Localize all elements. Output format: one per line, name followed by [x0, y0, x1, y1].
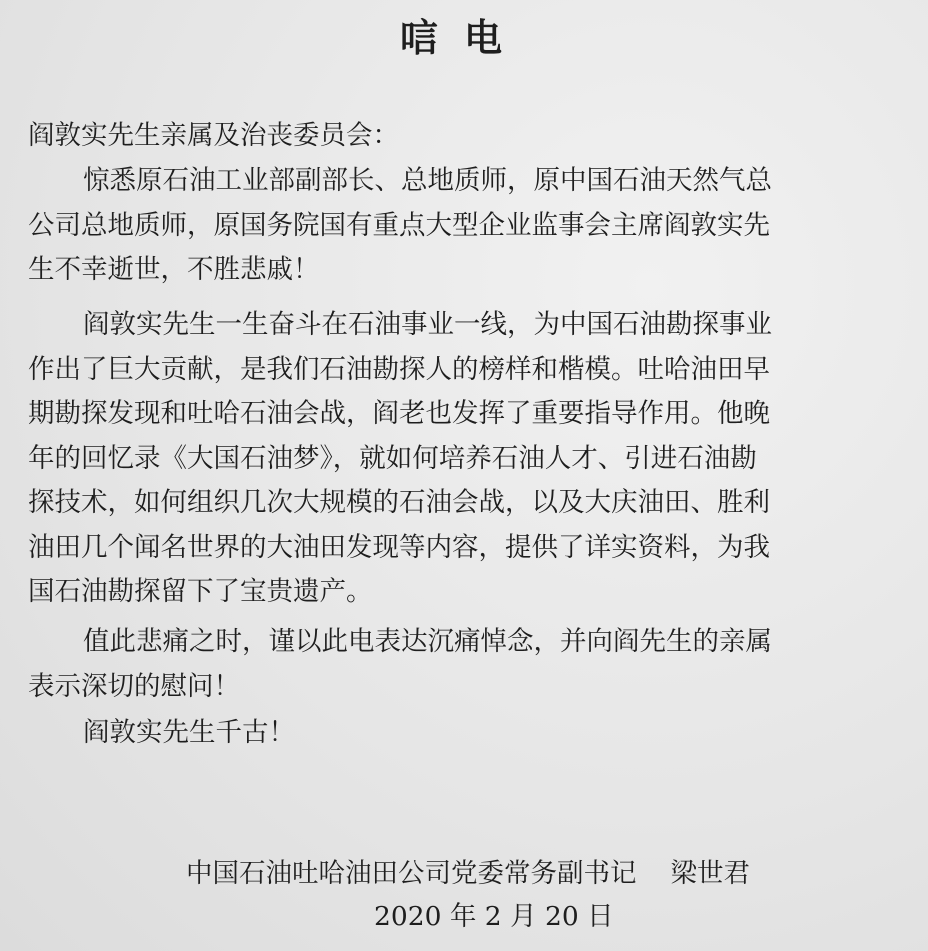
paragraph-3 [28, 620, 908, 709]
paragraph-line: 生不幸逝世，不胜悲戚！ [28, 254, 320, 285]
salutation: 阎敦实先生亲属及治丧委员会： [28, 120, 399, 151]
paragraph-line: 作出了巨大贡献，是我们石油勘探人的榜样和楷模。吐哈油田早 [28, 353, 770, 385]
paragraph-2 [28, 303, 908, 615]
paragraph-line: 值此悲痛之时，谨以此电表达沉痛悼念，并向阎先生的亲属 [83, 626, 772, 657]
signature-organization: 中国石油吐哈油田公司党委常务副书记 [186, 858, 637, 889]
paragraph-line: 表示深切的慰问！ [28, 670, 240, 702]
paragraph-line: 期勘探发现和吐哈石油会战，阎老也发挥了重要指导作用。他晚 [28, 398, 770, 429]
document-title: 唁电 [399, 16, 528, 60]
paragraph-line: 阎敦实先生一生奋斗在石油事业一线，为中国石油勘探事业 [83, 309, 772, 340]
paragraph-1 [28, 159, 908, 293]
paragraph-4 [28, 711, 908, 756]
signature-name: 梁世君 [670, 858, 750, 889]
paragraph-line: 公司总地质师，原国务院国有重点大型企业监事会主席阎敦实先 [28, 209, 770, 241]
paragraph-line: 惊悉原石油工业部副部长、总地质师，原中国石油天然气总 [83, 165, 772, 196]
paragraph-line: 阎敦实先生千古！ [83, 717, 295, 748]
paragraph-line: 探技术，如何组织几次大规模的石油会战，以及大庆油田、胜利 [28, 487, 770, 518]
paragraph-line: 油田几个闻名世界的大油田发现等内容，提供了详实资料，为我 [28, 531, 770, 563]
paragraph-line: 年的回忆录《大国石油梦》，就如何培养石油人才、引进石油勘 [28, 442, 757, 474]
signature-block [186, 852, 750, 896]
document-date: 2020 年 2 月 20 日 [374, 901, 614, 932]
paragraph-line: 国石油勘探留下了宝贵遗产。 [28, 576, 373, 607]
